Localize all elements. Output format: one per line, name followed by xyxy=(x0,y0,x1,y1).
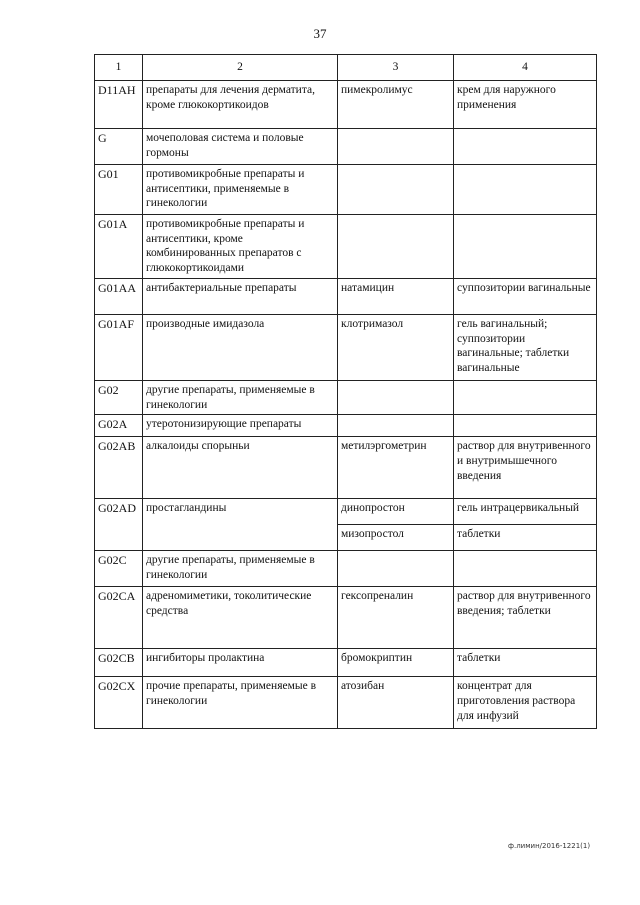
table-row xyxy=(95,587,597,649)
atc-code-cell: G02AD xyxy=(95,499,143,551)
table-row xyxy=(95,499,597,525)
atc-code-cell: G02CA xyxy=(95,587,143,649)
dosage-form-cell xyxy=(454,381,597,415)
dosage-form-cell: концентрат для приготовления раствора для инфузий xyxy=(454,677,597,729)
table-row xyxy=(95,129,597,165)
atc-code-cell: G02C xyxy=(95,551,143,587)
atc-code-cell: G02CX xyxy=(95,677,143,729)
dosage-form-cell xyxy=(454,129,597,165)
anatomical-group-cell: другие препараты, применяемые в гинекологии xyxy=(143,551,338,587)
atc-classification-table xyxy=(94,54,597,729)
anatomical-group-cell: утеротонизирующие препараты xyxy=(143,415,338,437)
atc-code-cell: G01AF xyxy=(95,315,143,381)
drug-name-cell: гексопреналин xyxy=(338,587,454,649)
dosage-form-cell: крем для наружного применения xyxy=(454,81,597,129)
atc-code-cell: G02CB xyxy=(95,649,143,677)
drug-name-cell xyxy=(338,381,454,415)
anatomical-group-cell: производные имидазола xyxy=(143,315,338,381)
drug-name-cell: атозибан xyxy=(338,677,454,729)
anatomical-group-cell: простагландины xyxy=(143,499,338,551)
dosage-form-cell: таблетки xyxy=(454,649,597,677)
dosage-form-cell xyxy=(454,165,597,215)
drug-name-cell: бромокриптин xyxy=(338,649,454,677)
table-row xyxy=(95,81,597,129)
dosage-form-cell: таблетки xyxy=(454,525,597,551)
table-row xyxy=(95,551,597,587)
table-header-row xyxy=(95,55,597,81)
column-header: 2 xyxy=(143,55,338,81)
anatomical-group-cell: адреномиметики, токолитические средства xyxy=(143,587,338,649)
anatomical-group-cell: препараты для лечения дерматита, кроме глюкокортикоидов xyxy=(143,81,338,129)
dosage-form-cell: суппозитории вагинальные xyxy=(454,279,597,315)
atc-code-cell: G01 xyxy=(95,165,143,215)
atc-code-cell: G01A xyxy=(95,215,143,279)
dosage-form-cell: раствор для внутривенного и внутримышечного введения xyxy=(454,437,597,499)
drug-name-cell: пимекролимус xyxy=(338,81,454,129)
drug-name-cell xyxy=(338,415,454,437)
dosage-form-cell xyxy=(454,551,597,587)
dosage-form-cell xyxy=(454,415,597,437)
atc-code-cell: G02AB xyxy=(95,437,143,499)
drug-name-cell: натамицин xyxy=(338,279,454,315)
atc-code-cell: G xyxy=(95,129,143,165)
anatomical-group-cell: ингибиторы пролактина xyxy=(143,649,338,677)
atc-code-cell: G02 xyxy=(95,381,143,415)
table-row xyxy=(95,165,597,215)
column-header: 1 xyxy=(95,55,143,81)
table-row xyxy=(95,315,597,381)
atc-code-cell: D11AH xyxy=(95,81,143,129)
table-row xyxy=(95,677,597,729)
table-row xyxy=(95,381,597,415)
page-number: 37 xyxy=(313,26,327,41)
column-header: 3 xyxy=(338,55,454,81)
anatomical-group-cell: противомикробные препараты и антисептики, применяемые в гинекологии xyxy=(143,165,338,215)
anatomical-group-cell: мочеполовая система и половые гормоны xyxy=(143,129,338,165)
drug-name-cell xyxy=(338,165,454,215)
table-row xyxy=(95,649,597,677)
dosage-form-cell: гель интрацервикальный xyxy=(454,499,597,525)
anatomical-group-cell: другие препараты, применяемые в гинекологии xyxy=(143,381,338,415)
table-body xyxy=(95,81,597,729)
drug-name-cell: динопростон xyxy=(338,499,454,525)
dosage-form-cell: раствор для внутривенного введения; таблетки xyxy=(454,587,597,649)
table-row xyxy=(95,437,597,499)
document-footer-code: ф.лимин/2016-1221(1) xyxy=(508,842,591,850)
drug-name-cell xyxy=(338,215,454,279)
drug-name-cell: мизопростол xyxy=(338,525,454,551)
anatomical-group-cell: прочие препараты, применяемые в гинекологии xyxy=(143,677,338,729)
drug-name-cell: клотримазол xyxy=(338,315,454,381)
atc-code-cell: G02A xyxy=(95,415,143,437)
drug-name-cell xyxy=(338,551,454,587)
drug-name-cell xyxy=(338,129,454,165)
anatomical-group-cell: противомикробные препараты и антисептики, кроме комбинированных препаратов с глюкокортикоидами xyxy=(143,215,338,279)
table-row xyxy=(95,415,597,437)
table-row xyxy=(95,215,597,279)
anatomical-group-cell: алкалоиды спорыньи xyxy=(143,437,338,499)
column-header: 4 xyxy=(454,55,597,81)
atc-code-cell: G01AA xyxy=(95,279,143,315)
dosage-form-cell: гель вагинальный; суппозитории вагинальные; таблетки вагинальные xyxy=(454,315,597,381)
drug-name-cell: метилэргометрин xyxy=(338,437,454,499)
anatomical-group-cell: антибактериальные препараты xyxy=(143,279,338,315)
dosage-form-cell xyxy=(454,215,597,279)
table-row xyxy=(95,279,597,315)
